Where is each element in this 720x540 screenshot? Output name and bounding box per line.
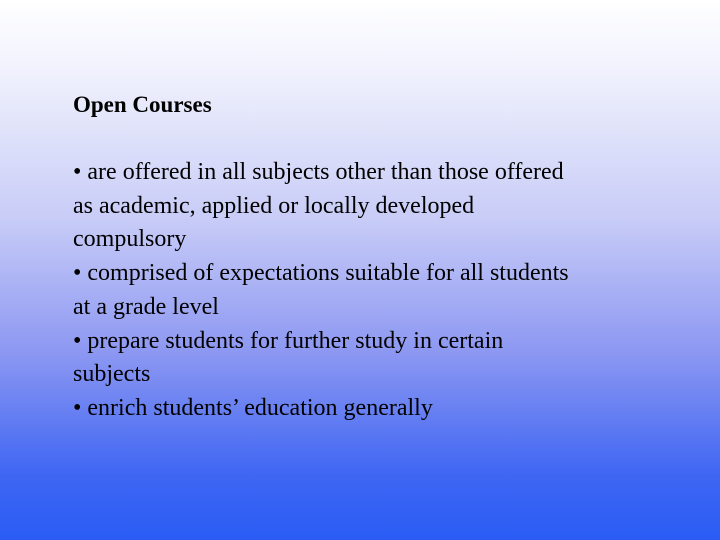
bullet-line-7: subjects (73, 361, 151, 388)
bullet-list (73, 156, 673, 426)
bullet-line-3: compulsory (73, 226, 187, 253)
bullet-line-2: as academic, applied or locally developed (73, 192, 475, 219)
bullet-line-4: • comprised of expectations suitable for all students (73, 260, 569, 287)
bullet-line-5: at a grade level (73, 293, 219, 320)
slide-title: Open Courses (73, 92, 212, 117)
bullet-line-1: • are offered in all subjects other than those offered (73, 159, 564, 185)
bullet-line-8: • enrich students’ education generally (73, 394, 433, 421)
bullet-line-6: • prepare students for further study in certain (73, 327, 504, 354)
